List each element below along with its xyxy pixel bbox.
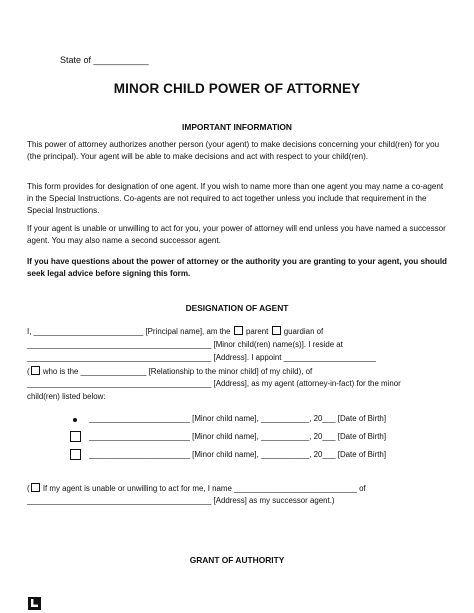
minor-child-2-checkbox[interactable] xyxy=(70,431,81,442)
successor-checkbox[interactable] xyxy=(31,483,40,492)
bullet-icon xyxy=(73,418,77,422)
minor-children-names-line[interactable]: __________________________________________ [Minor child(ren) name(s)]. I reside at xyxy=(27,340,343,349)
important-paragraph-3: If your agent is unable or unwilling to act for you, your power of attorney will end unless you have named a successor agent. You may also name a second successor agent. xyxy=(27,224,446,245)
principal-address-line[interactable]: __________________________________________ [Address]. I appoint _____________________ xyxy=(27,353,376,362)
relationship-text[interactable]: who is the _______________ [Relationship to the minor child] of my child), of xyxy=(42,367,313,376)
brand-logo-icon xyxy=(28,597,41,610)
principal-name-text[interactable]: I, _________________________ [Principal name], am the xyxy=(27,327,231,336)
successor-address-line[interactable]: __________________________________________ [Address] as my successor agent.) xyxy=(27,496,335,505)
minor-child-3-checkbox[interactable] xyxy=(70,449,81,460)
grant-of-authority-heading: GRANT OF AUTHORITY xyxy=(189,555,285,565)
minor-child-row-3[interactable]: _______________________ [Minor child name], ___________, 20___ [Date of Birth] xyxy=(89,450,387,459)
guardian-label: guardian of xyxy=(283,327,324,336)
document-title: MINOR CHILD POWER OF ATTORNEY xyxy=(113,81,361,96)
designation-of-agent-heading: DESIGNATION OF AGENT xyxy=(185,303,289,313)
children-listed-line: child(ren) listed below: xyxy=(27,392,106,401)
relationship-line xyxy=(27,366,312,376)
parent-checkbox[interactable] xyxy=(234,326,243,335)
important-information-heading: IMPORTANT INFORMATION xyxy=(182,122,292,132)
state-of-line[interactable]: State of ___________ xyxy=(60,55,149,65)
minor-child-row-1[interactable]: _______________________ [Minor child name], ___________, 20___ [Date of Birth] xyxy=(89,414,387,423)
successor-agent-line xyxy=(27,483,366,493)
parent-label: parent xyxy=(245,327,269,336)
relationship-checkbox[interactable] xyxy=(31,366,40,375)
principal-line xyxy=(27,326,323,336)
successor-text[interactable]: If my agent is unable or unwilling to act for me, I name ____________________________ of xyxy=(42,484,366,493)
relationship-paren: ( xyxy=(27,367,30,376)
important-paragraph-4: If you have questions about the power of attorney or the authority you are granting to your agent, you should seek legal advice before signing this form. xyxy=(27,257,448,278)
important-paragraph-1: This power of attorney authorizes another person (your agent) to make decisions concerning your child(ren) for you (the principal). Your agent will be able to make decisions and act with respect to your child(ren). xyxy=(27,140,440,161)
agent-address-line[interactable]: __________________________________________ [Address], as my agent (attorney-in-fact) for the minor xyxy=(27,379,401,388)
important-paragraph-2: This form provides for designation of one agent. If you wish to name more than one agent you may name a co-agent in the Special Instructions. Co-agents are not required to act together unless you include that requirement in the Special Instructions. xyxy=(27,182,444,215)
guardian-checkbox[interactable] xyxy=(272,326,281,335)
successor-paren: ( xyxy=(27,484,30,493)
minor-child-row-2[interactable]: _______________________ [Minor child name], ___________, 20___ [Date of Birth] xyxy=(89,432,387,441)
